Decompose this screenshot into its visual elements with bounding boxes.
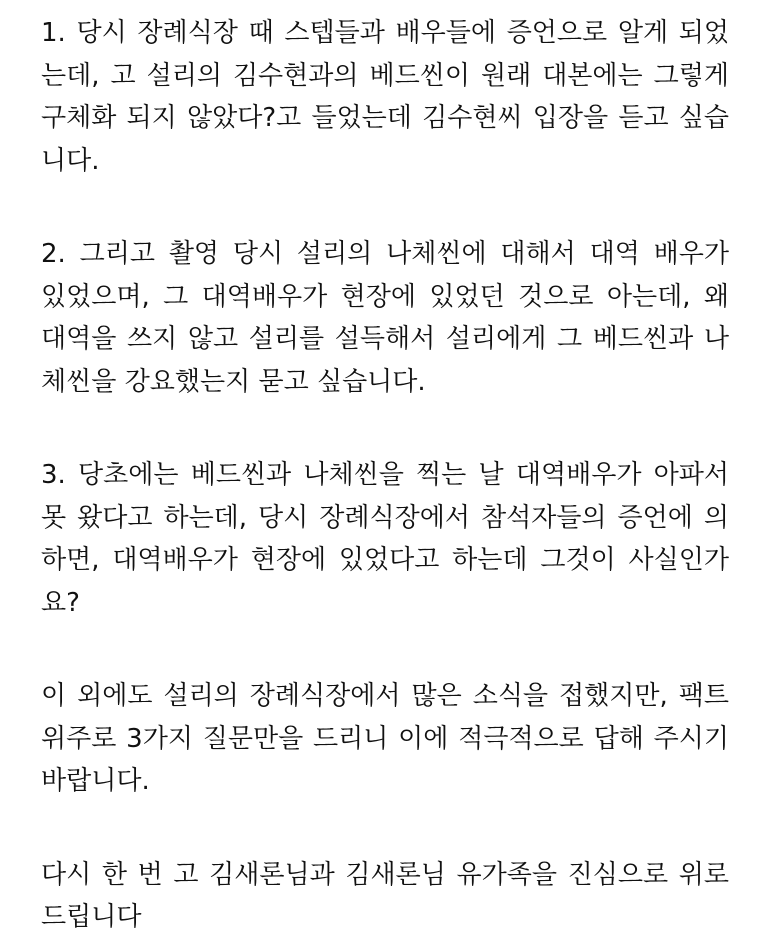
question-1-paragraph [41, 12, 729, 182]
text-line: 대역을 쓰지 않고 설리를 설득해서 설리에게 그 베드씬과 나 [41, 324, 729, 354]
text-line: 체씬을 강요했는지 묻고 싶습니다. [41, 366, 426, 397]
text-line: 요? [41, 587, 80, 618]
text-line: 다시 한 번 고 김새론님과 김새론님 유가족을 진심으로 위로 [41, 859, 729, 890]
text-line: 1. 당시 장례식장 때 스텝들과 배우들에 증언으로 알게 되었 [41, 18, 729, 48]
text-line: 3. 당초에는 베드씬과 나체씬을 찍는 날 대역배우가 아파서 [41, 460, 729, 490]
text-line: 못 왔다고 하는데, 당시 장례식장에서 참석자들의 증언에 의 [41, 502, 729, 533]
text-line: 있었으며, 그 대역배우가 현장에 있었던 것으로 아는데, 왜 [41, 281, 729, 312]
question-2-paragraph [41, 233, 729, 403]
request-paragraph [41, 675, 729, 803]
text-line: 드립니다 [41, 902, 142, 932]
condolence-paragraph [41, 854, 729, 939]
text-line: 구체화 되지 않았다?고 들었는데 김수현씨 입장을 듣고 싶습 [41, 103, 729, 133]
text-line: 는데, 고 설리의 김수현과의 베드씬이 원래 대본에는 그렇게 [41, 60, 729, 91]
text-line: 이 외에도 설리의 장례식장에서 많은 소식을 접했지만, 팩트 [41, 681, 729, 711]
text-line: 위주로 3가지 질문만을 드리니 이에 적극적으로 답해 주시기 [41, 723, 729, 754]
question-3-paragraph [41, 454, 729, 624]
text-line: 하면, 대역배우가 현장에 있었다고 하는데 그것이 사실인가 [41, 545, 729, 575]
text-line: 바랍니다. [41, 766, 150, 796]
text-line: 니다. [41, 145, 100, 176]
text-line: 2. 그리고 촬영 당시 설리의 나체씬에 대해서 대역 배우가 [41, 239, 729, 269]
